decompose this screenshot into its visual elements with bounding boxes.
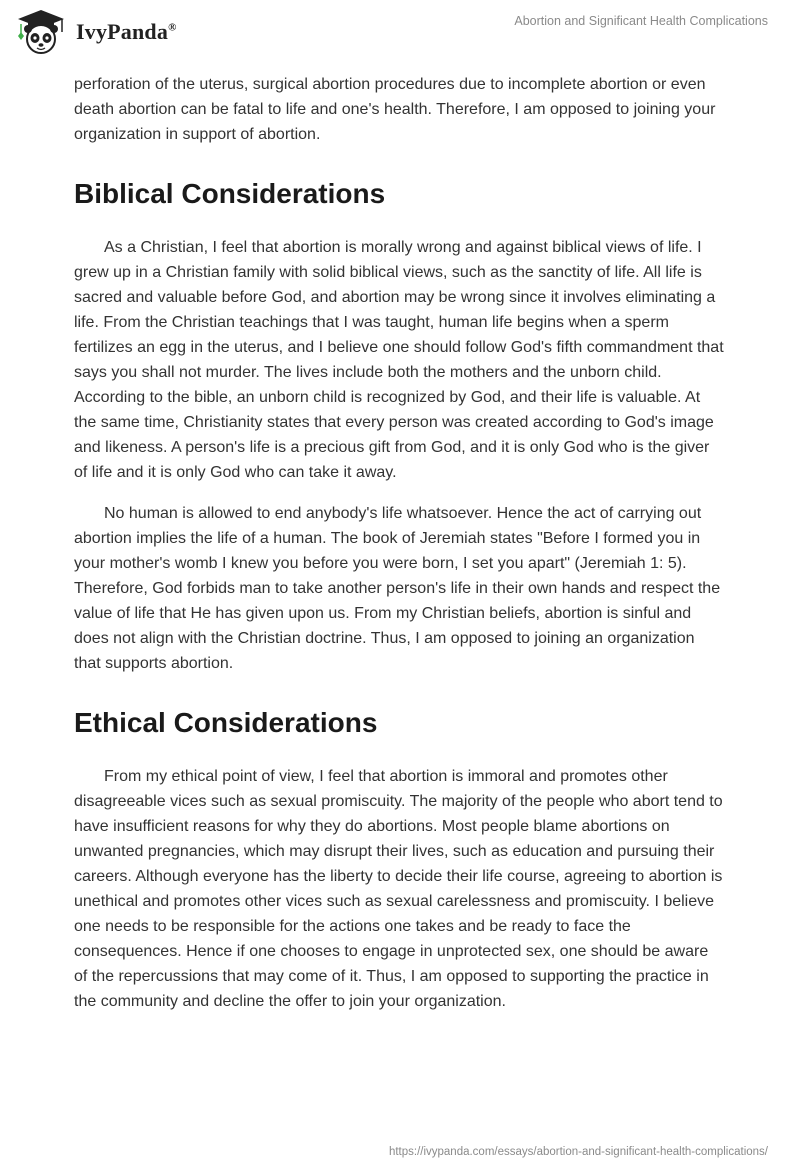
paragraph-continuation: perforation of the uterus, surgical abortion procedures due to incomplete abortion or even death abortion can be fatal to life and one's health. Therefore, I am opposed to joining your organization in support of abortion. [74,76,716,143]
paragraph-biblical-1: As a Christian, I feel that abortion is morally wrong and against biblical views of life. I grew up in a Christian family with solid biblical views, such as the sanctity of life. All life is sacred and valuable before God, and abortion may be wrong since it involves eliminating a life. From the Christian teachings that I was taught, human life begins when a sperm fertilizes an egg in the uterus, and I believe one should follow God's fifth commandment that says you shall not murder. The lives include both the mothers and the unborn child. According to the bible, an unborn child is recognized by God, and their life is valuable. At the same time, Christianity states that every person was created according to God's image and likeness. A person's life is a precious gift from God, and it is only God who is the giver of life and it is only God who can take it away. [74,239,724,481]
essay-body [74,72,724,1030]
source-url[interactable]: https://ivypanda.com/essays/abortion-and-significant-health-complications/ [388,1146,768,1158]
page-header [0,0,800,62]
panda-graduate-icon [14,8,68,56]
document-title: Abortion and Significant Health Complications [514,14,768,28]
brand-name: IvyPanda® [76,19,177,44]
paragraph-ethical-1: From my ethical point of view, I feel that abortion is immoral and promotes other disagreeable vices such as sexual promiscuity. The majority of the people who abort tend to have insufficient reasons for why they do abortions. Most people blame abortions on unwanted pregnancies, which may disrupt their lives, such as education and pursuing their careers. Although everyone has the liberty to decide their life course, agreeing to abortion is unethical and promotes other vices such as sexual carelessness and promiscuity. I believe one needs to be responsible for the actions one takes and be ready to face the consequences. Hence if one chooses to engage in unprotected sex, one should be aware of the repercussions that may come of it. Thus, I am opposed to supporting the practice in the community and decline the offer to join your organization. [74,768,723,1010]
section-heading-biblical: Biblical Considerations [74,178,386,209]
section-heading-ethical: Ethical Considerations [74,707,378,738]
brand-logo[interactable] [14,8,177,56]
paragraph-biblical-2: No human is allowed to end anybody's life whatsoever. Hence the act of carrying out abortion implies the life of a human. The book of Jeremiah states "Before I formed you in your mother's womb I knew you before you were born, I set you apart" (Jeremiah 1: 5). Therefore, God forbids man to take another person's life in their own hands and respect the value of life that He has given upon us. From my Christian beliefs, abortion is sinful and does not align with the Christian doctrine. Thus, I am opposed to joining an organization that supports abortion. [74,505,721,672]
